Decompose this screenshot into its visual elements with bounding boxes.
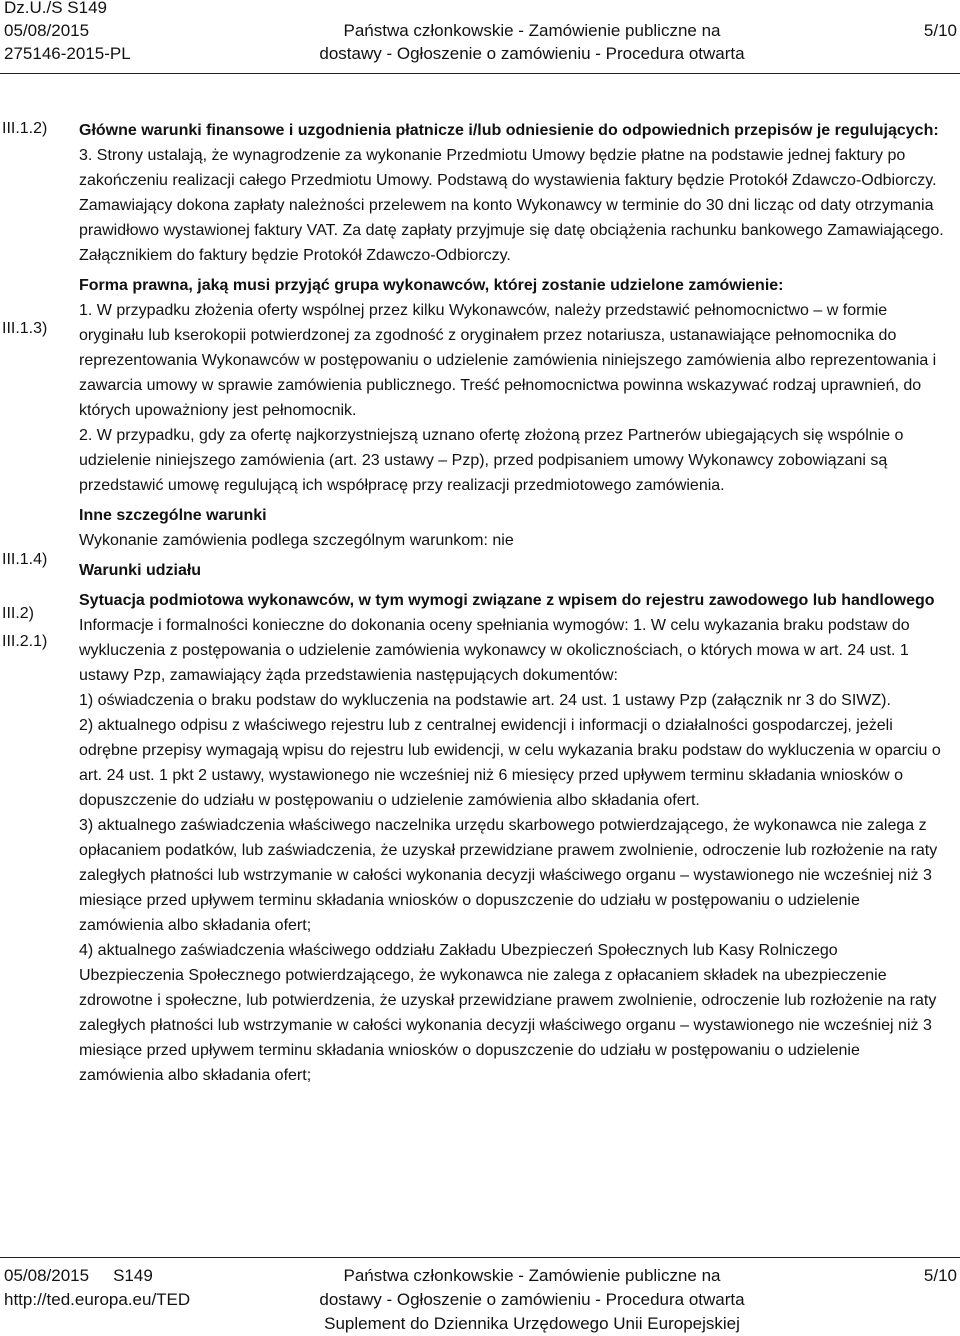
page-footer: [0, 1262, 960, 1334]
header-center: [282, 19, 782, 65]
section-title: Inne szczególne warunki: [79, 507, 267, 524]
footer-date: 05/08/2015: [4, 1266, 90, 1285]
paragraph: 3. Strony ustalają, że wynagrodzenie za wykonanie Przedmiotu Umowy będzie płatne na podstawie jednej faktury po zakończeniu realizacji całego Przedmiotu Umowy. Podstawą do wystawienia faktury będzie Protokół Zdawczo-Odbiorczy. Zamawiający dokona zapłaty należności przelewem na konto Wykonawcy w terminie do 30 dni licząc od daty otrzymania prawidłowo wystawionej faktury VAT. Za datę zapłaty przyjmuje się datę obciążenia rachunku bankowego Zamawiającego. Załącznikiem do faktury będzie Protokół Zdawczo-Odbiorczy.: [79, 147, 944, 264]
paragraph: 1) oświadczenia o braku podstaw do wykluczenia na podstawie art. 24 ust. 1 ustawy Pzp (załącznik nr 3 do SIWZ).: [79, 692, 891, 709]
section-title: Sytuacja podmiotowa wykonawców, w tym wymogi związane z wpisem do rejestru zawodowego lub handlowego: [79, 592, 935, 609]
header-date: 05/08/2015: [4, 21, 90, 40]
section-number: III.2): [2, 605, 35, 622]
footer-title-line3: Suplement do Dziennika Urzędowego Unii Europejskiej: [324, 1314, 740, 1333]
footer-divider: [0, 1257, 960, 1258]
footer-url[interactable]: http://ted.europa.eu/TED: [4, 1290, 191, 1309]
paragraph: 3) aktualnego zaświadczenia właściwego naczelnika urzędu skarbowego potwierdzającego, że wykonawca nie zalega z opłacaniem podatków, lub zaświadczenia, że uzyskał przewidziane prawem zwolnienie, odroczenie lub rozłożenie na raty zaległych płatności lub wstrzymanie w całości wykonania decyzji właściwego organu – wystawionego nie wcześniej niż 3 miesiące przed upływem terminu składania wniosków o dopuszczenie do udziału w postępowaniu o udzielenie zamówienia albo składania ofert;: [79, 817, 938, 934]
paragraph: Informacje i formalności konieczne do dokonania oceny spełniania wymogów: 1. W celu wykazania braku podstaw do wykluczenia z postępowania o udzielenie zamówienia wykonawcy w okolicznościach, o których mowa w art. 24 ust. 1 ustawy Pzp, zamawiający żąda przedstawienia następujących dokumentów:: [79, 617, 910, 684]
section-title: Główne warunki finansowe i uzgodnienia płatnicze i/lub odniesienie do odpowiednich przepisów je regulujących:: [79, 122, 939, 139]
main-content: [79, 118, 945, 1088]
notice-number: 275146-2015-PL: [4, 44, 131, 63]
header-title-line2: dostawy - Ogłoszenie o zamówieniu - Procedura otwarta: [319, 44, 745, 63]
section-number: III.1.2): [2, 120, 48, 137]
paragraph: 2. W przypadku, gdy za ofertę najkorzystniejszą uznano ofertę złożoną przez Partnerów ubiegających się wspólnie o udzielenie niniejszego zamówienia (art. 23 ustawy – Pzp), przed podpisaniem umowy Wykonawcy zobowiązani są przedstawić umowę regulującą ich współpracę przy realizacji przedmiotowego zamówienia.: [79, 427, 904, 494]
section-number: III.1.4): [2, 551, 48, 568]
paragraph: 2) aktualnego odpisu z właściwego rejestru lub z centralnej ewidencji i informacji o działalności gospodarczej, jeżeli odrębne przepisy wymagają wpisu do rejestru lub ewidencji, w celu wykazania braku podstaw do wykluczenia w oparciu o art. 24 ust. 1 pkt 2 ustawy, wystawionego nie wcześniej niż 6 miesięcy przed upływem terminu składania wniosków o dopuszczenie do udziału w postępowaniu o udzielenie zamówienia albo składania ofert.: [79, 717, 941, 809]
footer-left: [4, 1264, 190, 1312]
section-title: Warunki udziału: [79, 562, 202, 579]
footer-title-line2: dostawy - Ogłoszenie o zamówieniu - Procedura otwarta: [319, 1290, 745, 1309]
paragraph: Wykonanie zamówienia podlega szczególnym warunkom: nie: [79, 532, 514, 549]
section-number: III.2.1): [2, 633, 48, 650]
footer-page-number: 5/10: [923, 1266, 957, 1285]
paragraph: 1. W przypadku złożenia oferty wspólnej przez kilku Wykonawców, należy przedstawić pełnomocnictwo – w formie oryginału lub kserokopii potwierdzonej za zgodność z oryginałem przez notariusza, ustanawiające pełnomocnika do reprezentowania Wykonawców w postępowaniu o udzielenie zamówienia niniejszego zamówienia albo reprezentowania i zawarcia umowy w sprawie zamówienia publicznego. Treść pełnomocnictwa powinna wskazywać rodzaj uprawnień, do których upoważniony jest pełnomocnik.: [79, 302, 937, 419]
section-title: Forma prawna, jaką musi przyjąć grupa wykonawców, której zostanie udzielone zamówienie:: [79, 277, 784, 294]
header-title-line1: Państwa członkowskie - Zamówienie publiczne na: [343, 21, 721, 40]
footer-center: [282, 1264, 782, 1336]
paragraph: 4) aktualnego zaświadczenia właściwego oddziału Zakładu Ubezpieczeń Społecznych lub Kasy Rolniczego Ubezpieczenia Społecznego potwierdzającego, że wykonawca nie zalega z opłacaniem składek na ubezpieczenie zdrowotne i społeczne, lub potwierdzenia, że uzyskał przewidziane prawem zwolnienie, odroczenie lub rozłożenie na raty zaległych płatności lub wstrzymanie w całości wykonania decyzji właściwego organu – wystawionego nie wcześniej niż 3 miesiące przed upływem terminu składania wniosków o dopuszczenie do udziału w postępowaniu o udzielenie zamówienia albo składania ofert;: [79, 942, 937, 1084]
journal-ref: Dz.U./S S149: [4, 0, 107, 17]
page-header: [0, 0, 960, 72]
header-page-number: 5/10: [923, 21, 957, 40]
header-divider: [0, 73, 960, 74]
footer-title-line1: Państwa członkowskie - Zamówienie publiczne na: [343, 1266, 721, 1285]
footer-issue: S149: [113, 1266, 153, 1285]
section-number: III.1.3): [2, 320, 48, 337]
header-left: [4, 0, 131, 65]
